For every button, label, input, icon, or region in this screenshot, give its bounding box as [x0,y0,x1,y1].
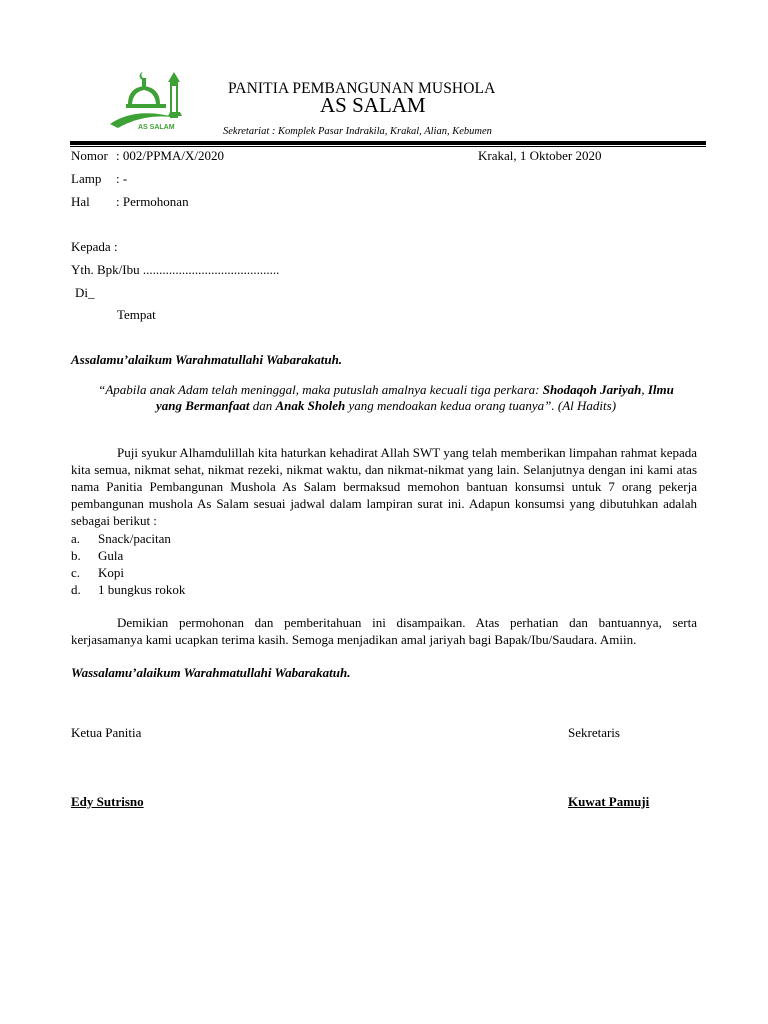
place-date: Krakal, 1 Oktober 2020 [478,148,602,163]
di-label: Di_ [75,285,95,300]
list-item: c. Kopi [71,565,124,580]
recipient-line: Yth. Bpk/Ibu .......................................... [71,262,280,277]
hal-label: Hal [71,194,90,209]
right-signatory-name: Kuwat Pamuji [568,794,650,809]
nomor-label: Nomor [71,148,108,163]
tempat-label: Tempat [117,307,156,322]
closing-paragraph: Demikian permohonan dan pemberitahuan ini disampaikan. Atas perhatian dan bantuannya, serta kerjasamanya kami ucapkan terima kasih. Semoga menjadikan amal jariyah bagi Bapak/Ibu/Saudara. Amiin. [71,615,697,647]
left-signatory-name: Edy Sutrisno [71,794,144,809]
list-item: b. Gula [71,548,124,563]
nomor-value: : 002/PPMA/X/2020 [116,148,224,163]
opening-greeting: Assalamu’alaikum Warahmatullahi Wabarakatuh. [71,352,343,367]
org-name-line1: PANITIA PEMBANGUNAN MUSHOLA [228,80,496,97]
hadith-quote: “Apabila anak Adam telah meninggal, maka putuslah amalnya kecuali tiga perkara: Shodaqoh Jariyah, Ilmu yang Bermanfaat dan Anak Sholeh yang mendoakan kedua orang tuanya”. (Al Hadits) [98,382,674,413]
consumption-list [71,530,471,598]
list-item: a. Snack/pacitan [71,531,171,546]
letterhead-rule-thick [70,141,706,145]
org-name-line2: AS SALAM [320,93,426,117]
lamp-label: Lamp [71,171,102,186]
right-signatory-title: Sekretaris [568,725,620,740]
body-paragraph: Puji syukur Alhamdulillah kita haturkan kehadirat Allah SWT yang telah memberikan limpahan rahmat kepada kita semua, nikmat sehat, nikmat rezeki, nikmat waktu, dan nikmat-nikmat yang lain. Selanjutnya dengan ini kami atas nama Panitia Pembangunan Mushola As Salam bermaksud memohon bantuan konsumsi untuk 7 orang pekerja pembangunan mushola As Salam sesuai jadwal dalam lampiran surat ini. Adapun konsumsi yang dibutuhkan adalah sebagai berikut : [71,445,697,528]
lamp-value: : - [116,171,128,186]
logo-wordmark: AS SALAM [138,124,175,131]
closing-greeting: Wassalamu’alaikum Warahmatullahi Wabarakatuh. [71,665,351,680]
hal-value: : Permohonan [116,194,189,209]
list-item: d. 1 bungkus rokok [71,582,186,597]
kepada-label: Kepada : [71,239,118,254]
mosque-logo-icon [106,66,190,134]
secretariat-address: Sekretariat : Komplek Pasar Indrakila, Krakal, Alian, Kebumen [223,126,492,137]
mosque-logo [106,66,190,134]
left-signatory-title: Ketua Panitia [71,725,142,740]
